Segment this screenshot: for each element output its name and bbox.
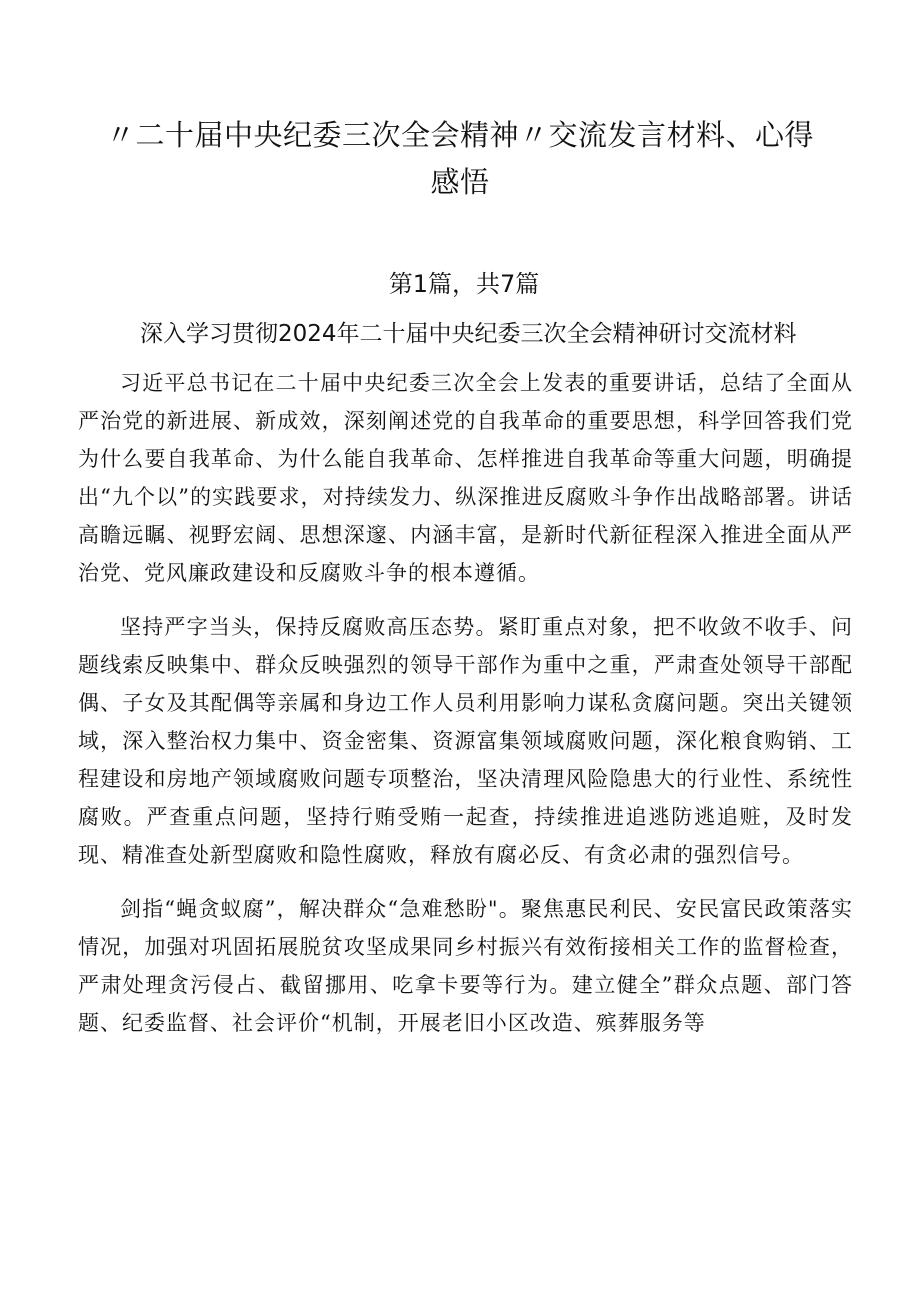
paragraph-2: 坚持严字当头，保持反腐败高压态势。紧盯重点对象，把不收敛不收手、问题线索反映集中、群众反映强烈的领导干部作为重中之重，严肃查处领导干部配偶、子女及其配偶等亲属和身边工作人员利用影响力谋私贪腐问题。突出关键领域，深入整治权力集中、资金密集、资源富集领域腐败问题，深化粮食购销、工程建设和房地产领域腐败问题专项整治，坚决清理风险隐患大的行业性、系统性腐败。严查重点问题，坚持行贿受贿一起查，持续推进追逃防逃追赃，及时发现、精准查处新型腐败和隐性腐败，释放有腐必反、有贪必肃的强烈信号。: [78, 615, 853, 867]
document-title-line-2: 感悟: [430, 165, 490, 199]
document-title-line-1: 〃二十届中央纪委三次全会精神〃交流发言材料、心得: [105, 118, 814, 152]
article-body: [78, 364, 853, 1042]
document-title: [90, 112, 830, 206]
article-title: 深入学习贯彻2024年二十届中央纪委三次全会精神研讨交流材料: [140, 321, 797, 347]
article-count: 第1篇，共7篇: [388, 270, 540, 298]
paragraph-3: 剑指“蝇贪蚁腐”，解决群众“急难愁盼"。聚焦惠民利民、安民富民政策落实情况，加强对巩固拓展脱贫攻坚成果同乡村振兴有效衔接相关工作的监督检查，严肃处理贪污侵占、截留挪用、吃拿卡要等行为。建立健全”群众点题、部门答题、纪委监督、社会评价“机制，开展老旧小区改造、殡葬服务等: [78, 897, 853, 1035]
paragraph-1: 习近平总书记在二十届中央纪委三次全会上发表的重要讲话，总结了全面从严治党的新进展、新成效，深刻阐述党的自我革命的重要思想，科学回答我们党为什么要自我革命、为什么能自我革命、怎样推进自我革命等重大问题，明确提出“九个以”的实践要求，对持续发力、纵深推进反腐败斗争作出战略部署。讲话高瞻远瞩、视野宏阔、思想深邃、内涵丰富，是新时代新征程深入推进全面从严治党、党风廉政建设和反腐败斗争的根本遵循。: [78, 371, 853, 585]
